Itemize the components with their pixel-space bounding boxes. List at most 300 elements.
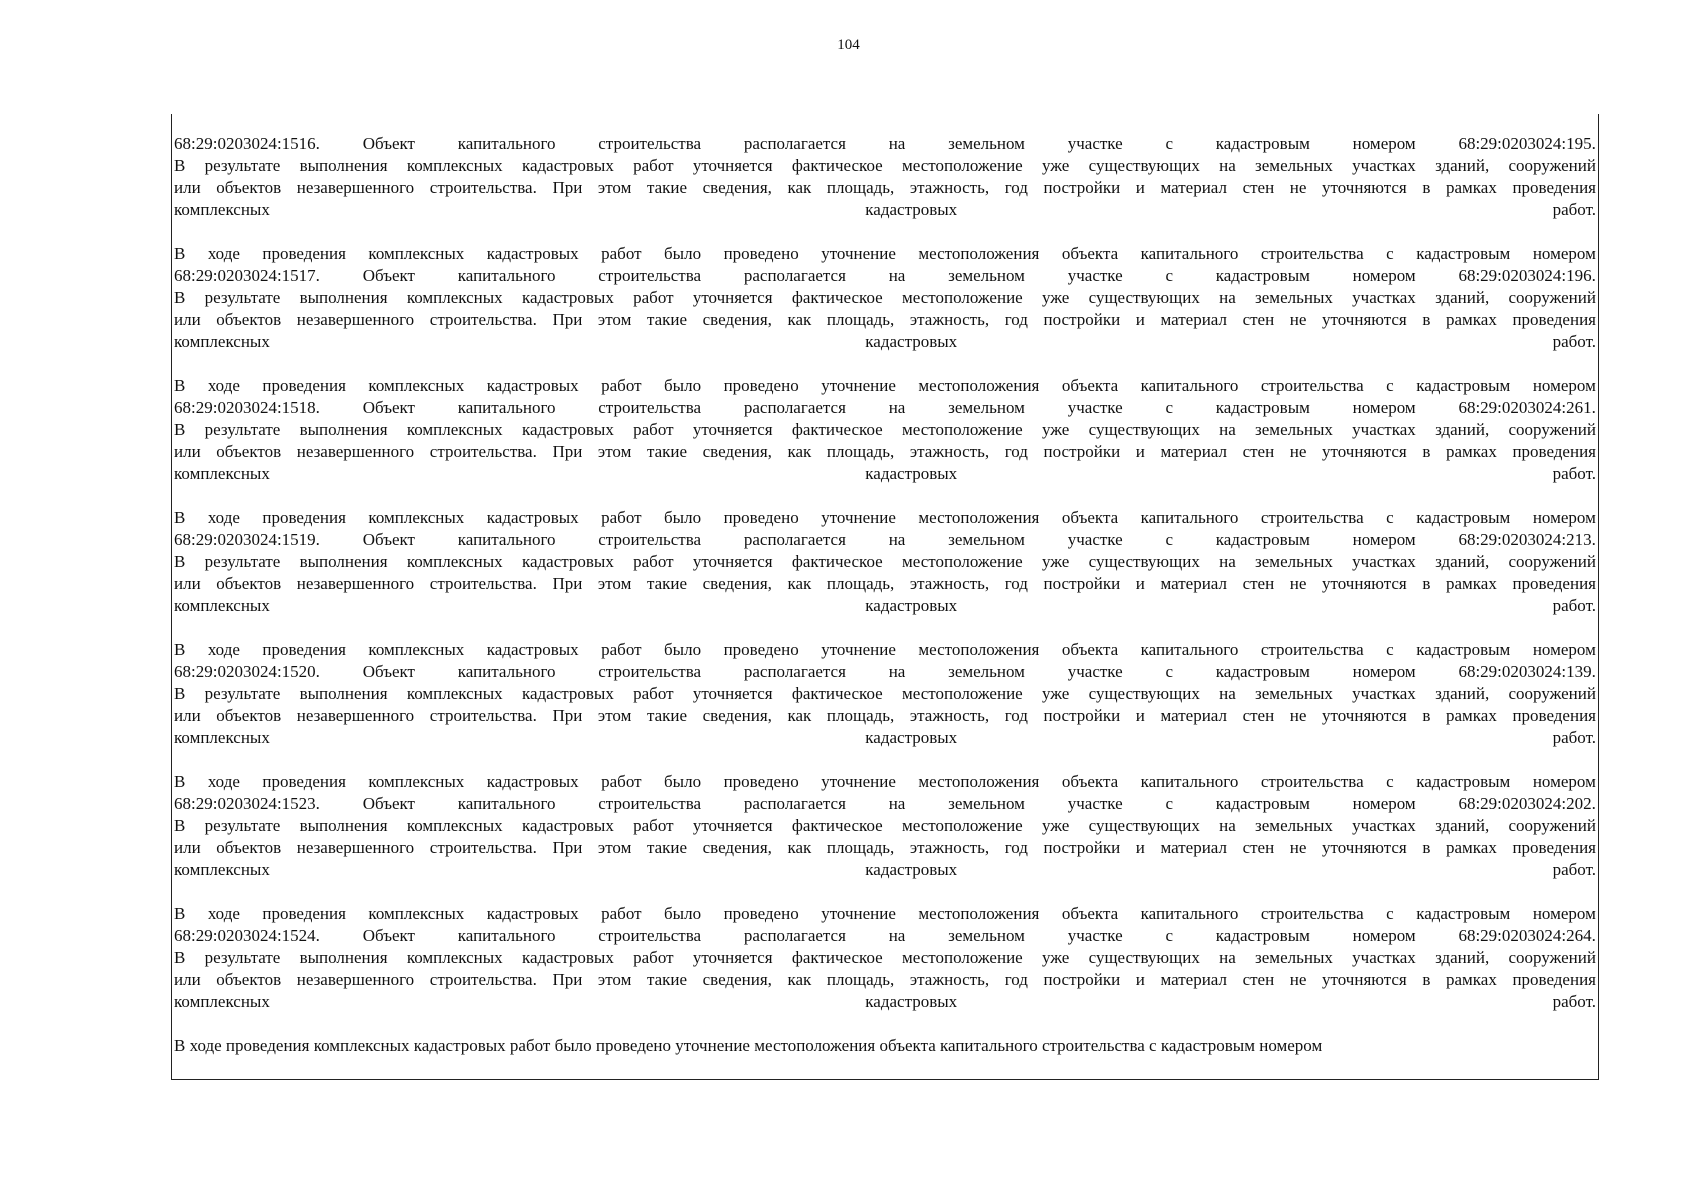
word: номером xyxy=(1532,244,1596,263)
word: как xyxy=(787,838,812,857)
word: материал xyxy=(1160,442,1227,461)
word: проведено xyxy=(723,376,799,395)
word: работ. xyxy=(1552,992,1596,1011)
word: на xyxy=(888,794,906,813)
word: комплексных xyxy=(174,728,270,747)
word: на xyxy=(1219,684,1236,703)
word: 68:29:0203024:213. xyxy=(1458,530,1596,549)
word: сведения, xyxy=(702,970,772,989)
word: с xyxy=(1386,244,1394,263)
word: год xyxy=(1004,442,1028,461)
word: земельном xyxy=(948,530,1025,549)
word: площадь, xyxy=(826,310,895,329)
word: работ xyxy=(601,640,642,659)
word: на xyxy=(1219,816,1236,835)
word: 68:29:0203024:1524. xyxy=(174,926,320,945)
word: постройки xyxy=(1043,574,1121,593)
word: проведения xyxy=(262,640,346,659)
word: с xyxy=(1165,530,1173,549)
word: уже xyxy=(1042,816,1070,835)
word: комплексных xyxy=(406,948,503,967)
word: уточняются xyxy=(1322,574,1407,593)
word: с xyxy=(1165,926,1173,945)
word: выполнения xyxy=(299,816,388,835)
word: было xyxy=(664,772,702,791)
word: работ. xyxy=(1552,464,1596,483)
word: год xyxy=(1004,838,1028,857)
word: проведено xyxy=(723,244,799,263)
final-line: В ходе проведения комплексных кадастровых работ было проведено уточнение местоположения объекта капитального строительства с кадастровым номером xyxy=(174,1036,1323,1055)
word: участках xyxy=(1352,420,1416,439)
word: сведения, xyxy=(702,310,772,329)
word: работ. xyxy=(1552,596,1596,615)
word: зданий, xyxy=(1435,156,1490,175)
word: ходе xyxy=(207,508,240,527)
word: не xyxy=(1289,310,1307,329)
word: уже xyxy=(1042,420,1070,439)
word: комплексных xyxy=(368,904,465,923)
word: кадастровым xyxy=(1215,530,1310,549)
word: местоположение xyxy=(902,684,1023,703)
word: При xyxy=(552,970,583,989)
word: уже xyxy=(1042,684,1070,703)
word: в xyxy=(1422,442,1431,461)
word: этом xyxy=(597,838,632,857)
paragraph xyxy=(174,771,1596,881)
word: объекта xyxy=(1061,904,1119,923)
word: капитального xyxy=(1140,904,1239,923)
text-line xyxy=(174,903,1596,925)
text-line xyxy=(174,859,1596,881)
word: и xyxy=(1135,178,1145,197)
word: местоположение xyxy=(902,156,1023,175)
word: объекта xyxy=(1061,244,1119,263)
word: кадастровых xyxy=(486,376,579,395)
word: 68:29:0203024:202. xyxy=(1458,794,1596,813)
word: с xyxy=(1165,398,1173,417)
word: существующих xyxy=(1088,552,1200,571)
text-line xyxy=(174,375,1596,397)
word: номером xyxy=(1532,904,1596,923)
word: на xyxy=(888,530,906,549)
word: проведения xyxy=(262,904,346,923)
word: кадастровым xyxy=(1416,640,1511,659)
word: с xyxy=(1386,772,1394,791)
word: было xyxy=(664,904,702,923)
word: результате xyxy=(204,948,281,967)
word: местоположение xyxy=(902,948,1023,967)
word: выполнения xyxy=(299,156,388,175)
word: работ. xyxy=(1552,860,1596,879)
word: уже xyxy=(1042,552,1070,571)
word: Объект xyxy=(362,398,415,417)
word: капитального xyxy=(1140,376,1239,395)
word: зданий, xyxy=(1435,288,1490,307)
word: год xyxy=(1004,970,1028,989)
word: уточняются xyxy=(1322,706,1407,725)
word: работ xyxy=(633,684,674,703)
word: уточняются xyxy=(1322,970,1407,989)
word: работ xyxy=(601,904,642,923)
word: участках xyxy=(1352,816,1416,835)
word: незавершенного xyxy=(296,310,415,329)
word: объекта xyxy=(1061,772,1119,791)
word: комплексных xyxy=(174,860,270,879)
word: на xyxy=(1219,552,1236,571)
document-body xyxy=(174,133,1596,1057)
word: В xyxy=(174,772,186,791)
word: В xyxy=(174,376,186,395)
word: уточнение xyxy=(821,640,896,659)
word: объектов xyxy=(216,574,282,593)
word: располагается xyxy=(743,530,846,549)
word: площадь, xyxy=(826,706,895,725)
word: уточнение xyxy=(821,772,896,791)
text-line xyxy=(174,925,1596,947)
word: стен xyxy=(1242,574,1275,593)
word: строительства xyxy=(1260,640,1364,659)
word: было xyxy=(664,244,702,263)
word: площадь, xyxy=(826,970,895,989)
word: проведения xyxy=(262,772,346,791)
word: комплексных xyxy=(406,816,503,835)
word: постройки xyxy=(1043,706,1121,725)
word: местоположения xyxy=(918,640,1040,659)
word: уточнение xyxy=(821,904,896,923)
word: результате xyxy=(204,684,281,703)
word: строительства xyxy=(598,926,702,945)
word: и xyxy=(1135,310,1145,329)
word: местоположения xyxy=(918,508,1040,527)
word: кадастровым xyxy=(1416,904,1511,923)
word: как xyxy=(787,706,812,725)
word: участках xyxy=(1352,684,1416,703)
text-line xyxy=(174,177,1596,199)
word: существующих xyxy=(1088,816,1200,835)
text-line xyxy=(174,705,1596,727)
word: проведения xyxy=(262,244,346,263)
word: рамках xyxy=(1445,310,1497,329)
word: строительства. xyxy=(429,706,537,725)
text-line xyxy=(174,595,1596,617)
word: результате xyxy=(204,816,281,835)
word: работ xyxy=(633,420,674,439)
word: строительства. xyxy=(429,442,537,461)
word: работ xyxy=(601,376,642,395)
word: 68:29:0203024:1517. xyxy=(174,266,320,285)
word: строительства. xyxy=(429,838,537,857)
word: уточнение xyxy=(821,376,896,395)
word: Объект xyxy=(362,662,415,681)
word: год xyxy=(1004,574,1028,593)
word: кадастровых xyxy=(865,992,958,1011)
word: не xyxy=(1289,706,1307,725)
word: кадастровых xyxy=(521,816,614,835)
word: материал xyxy=(1160,970,1227,989)
word: зданий, xyxy=(1435,948,1490,967)
word: уточняются xyxy=(1322,838,1407,857)
word: такие xyxy=(646,442,688,461)
word: такие xyxy=(646,310,688,329)
word: фактическое xyxy=(791,684,883,703)
word: кадастровых xyxy=(521,948,614,967)
word: в xyxy=(1422,706,1431,725)
word: проведено xyxy=(723,772,799,791)
word: незавершенного xyxy=(296,706,415,725)
word: участке xyxy=(1067,266,1123,285)
word: объектов xyxy=(216,310,282,329)
word: работ. xyxy=(1552,728,1596,747)
word: проведения xyxy=(1512,178,1596,197)
word: строительства xyxy=(598,794,702,813)
word: уточняются xyxy=(1322,442,1407,461)
word: или xyxy=(174,970,201,989)
word: стен xyxy=(1242,442,1275,461)
word: и xyxy=(1135,970,1145,989)
word: и xyxy=(1135,838,1145,857)
word: кадастровым xyxy=(1215,926,1310,945)
text-line xyxy=(174,265,1596,287)
word: уточняется xyxy=(692,288,773,307)
word: объекта xyxy=(1061,640,1119,659)
text-line xyxy=(174,837,1596,859)
word: постройки xyxy=(1043,970,1121,989)
word: проведено xyxy=(723,640,799,659)
word: 68:29:0203024:1523. xyxy=(174,794,320,813)
word: участке xyxy=(1067,134,1123,153)
word: проведения xyxy=(262,376,346,395)
word: строительства xyxy=(1260,772,1364,791)
word: существующих xyxy=(1088,948,1200,967)
text-line xyxy=(174,771,1596,793)
word: располагается xyxy=(743,134,846,153)
word: кадастровых xyxy=(865,860,958,879)
word: кадастровых xyxy=(521,684,614,703)
word: 68:29:0203024:195. xyxy=(1458,134,1596,153)
text-line xyxy=(174,661,1596,683)
word: на xyxy=(1219,156,1236,175)
word: кадастровым xyxy=(1215,266,1310,285)
word: сооружений xyxy=(1508,684,1596,703)
text-line xyxy=(174,309,1596,331)
word: площадь, xyxy=(826,838,895,857)
word: зданий, xyxy=(1435,684,1490,703)
word: этом xyxy=(597,574,632,593)
word: год xyxy=(1004,310,1028,329)
word: комплексных xyxy=(368,508,465,527)
word: не xyxy=(1289,442,1307,461)
word: земельных xyxy=(1255,684,1333,703)
word: земельных xyxy=(1255,948,1333,967)
word: номером xyxy=(1352,662,1416,681)
word: рамках xyxy=(1445,442,1497,461)
word: проведения xyxy=(1512,706,1596,725)
word: этом xyxy=(597,970,632,989)
word: результате xyxy=(204,156,281,175)
word: в xyxy=(1422,310,1431,329)
word: выполнения xyxy=(299,288,388,307)
word: постройки xyxy=(1043,838,1121,857)
word: уточняются xyxy=(1322,310,1407,329)
word: В xyxy=(174,156,186,175)
word: номером xyxy=(1532,640,1596,659)
word: кадастровым xyxy=(1215,134,1310,153)
word: было xyxy=(664,508,702,527)
word: участке xyxy=(1067,662,1123,681)
word: постройки xyxy=(1043,310,1121,329)
word: земельном xyxy=(948,926,1025,945)
word: этажность, xyxy=(909,442,990,461)
word: материал xyxy=(1160,706,1227,725)
word: В xyxy=(174,948,186,967)
word: площадь, xyxy=(826,574,895,593)
text-line xyxy=(174,507,1596,529)
word: объектов xyxy=(216,706,282,725)
word: материал xyxy=(1160,310,1227,329)
word: В xyxy=(174,816,186,835)
word: работ xyxy=(633,288,674,307)
word: уточняются xyxy=(1322,178,1407,197)
word: результате xyxy=(204,420,281,439)
word: работ xyxy=(633,156,674,175)
word: на xyxy=(888,662,906,681)
text-line xyxy=(174,331,1596,353)
word: комплексных xyxy=(174,596,270,615)
word: такие xyxy=(646,838,688,857)
word: с xyxy=(1386,376,1394,395)
word: В xyxy=(174,552,186,571)
word: сооружений xyxy=(1508,288,1596,307)
word: участке xyxy=(1067,398,1123,417)
word: располагается xyxy=(743,398,846,417)
word: проведения xyxy=(1512,574,1596,593)
word: работ xyxy=(601,772,642,791)
word: участке xyxy=(1067,794,1123,813)
word: фактическое xyxy=(791,420,883,439)
word: строительства xyxy=(598,398,702,417)
word: кадастровых xyxy=(865,332,958,351)
word: номером xyxy=(1352,134,1416,153)
word: При xyxy=(552,310,583,329)
word: или xyxy=(174,310,201,329)
word: кадастровым xyxy=(1215,794,1310,813)
word: такие xyxy=(646,574,688,593)
word: незавершенного xyxy=(296,838,415,857)
word: проведения xyxy=(1512,310,1596,329)
word: работ. xyxy=(1552,200,1596,219)
word: выполнения xyxy=(299,684,388,703)
word: как xyxy=(787,178,812,197)
word: было xyxy=(664,640,702,659)
paragraph xyxy=(174,243,1596,353)
word: Объект xyxy=(362,794,415,813)
word: 68:29:0203024:139. xyxy=(1458,662,1596,681)
word: комплексных xyxy=(368,772,465,791)
text-line xyxy=(174,441,1596,463)
word: уточняется xyxy=(692,156,773,175)
word: этом xyxy=(597,442,632,461)
word: При xyxy=(552,178,583,197)
word: земельном xyxy=(948,662,1025,681)
word: зданий, xyxy=(1435,816,1490,835)
word: В xyxy=(174,420,186,439)
word: с xyxy=(1386,640,1394,659)
text-line xyxy=(174,573,1596,595)
word: рамках xyxy=(1445,706,1497,725)
word: Объект xyxy=(362,266,415,285)
word: кадастровых xyxy=(865,464,958,483)
word: уточнение xyxy=(821,508,896,527)
word: местоположения xyxy=(918,376,1040,395)
text-line xyxy=(174,243,1596,265)
word: кадастровых xyxy=(521,156,614,175)
word: как xyxy=(787,442,812,461)
word: строительства xyxy=(598,662,702,681)
word: зданий, xyxy=(1435,420,1490,439)
word: работ xyxy=(633,816,674,835)
word: участках xyxy=(1352,948,1416,967)
word: этажность, xyxy=(909,838,990,857)
word: рамках xyxy=(1445,970,1497,989)
word: строительства. xyxy=(429,970,537,989)
word: кадастровым xyxy=(1416,376,1511,395)
word: с xyxy=(1165,134,1173,153)
word: кадастровым xyxy=(1416,508,1511,527)
word: на xyxy=(888,926,906,945)
word: комплексных xyxy=(406,420,503,439)
word: объекта xyxy=(1061,508,1119,527)
word: существующих xyxy=(1088,288,1200,307)
word: работ xyxy=(601,244,642,263)
word: земельных xyxy=(1255,288,1333,307)
text-line xyxy=(174,969,1596,991)
word: капитального xyxy=(457,662,556,681)
word: и xyxy=(1135,706,1145,725)
word: не xyxy=(1289,838,1307,857)
word: комплексных xyxy=(406,156,503,175)
word: уточняется xyxy=(692,816,773,835)
word: уже xyxy=(1042,156,1070,175)
word: кадастровых xyxy=(486,640,579,659)
word: постройки xyxy=(1043,442,1121,461)
word: с xyxy=(1165,662,1173,681)
text-line xyxy=(174,419,1596,441)
word: в xyxy=(1422,970,1431,989)
word: номером xyxy=(1352,266,1416,285)
word: комплексных xyxy=(174,464,270,483)
word: сведения, xyxy=(702,838,772,857)
word: этажность, xyxy=(909,574,990,593)
word: В xyxy=(174,904,186,923)
word: или xyxy=(174,574,201,593)
word: комплексных xyxy=(406,288,503,307)
word: или xyxy=(174,706,201,725)
word: материал xyxy=(1160,838,1227,857)
word: в xyxy=(1422,178,1431,197)
word: кадастровых xyxy=(865,596,958,615)
word: участке xyxy=(1067,530,1123,549)
word: местоположения xyxy=(918,244,1040,263)
word: этом xyxy=(597,706,632,725)
word: ходе xyxy=(207,244,240,263)
word: В xyxy=(174,684,186,703)
word: кадастровым xyxy=(1416,772,1511,791)
word: кадастровым xyxy=(1416,244,1511,263)
word: строительства. xyxy=(429,310,537,329)
word: кадастровых xyxy=(521,552,614,571)
text-line xyxy=(174,551,1596,573)
text-line xyxy=(174,815,1596,837)
